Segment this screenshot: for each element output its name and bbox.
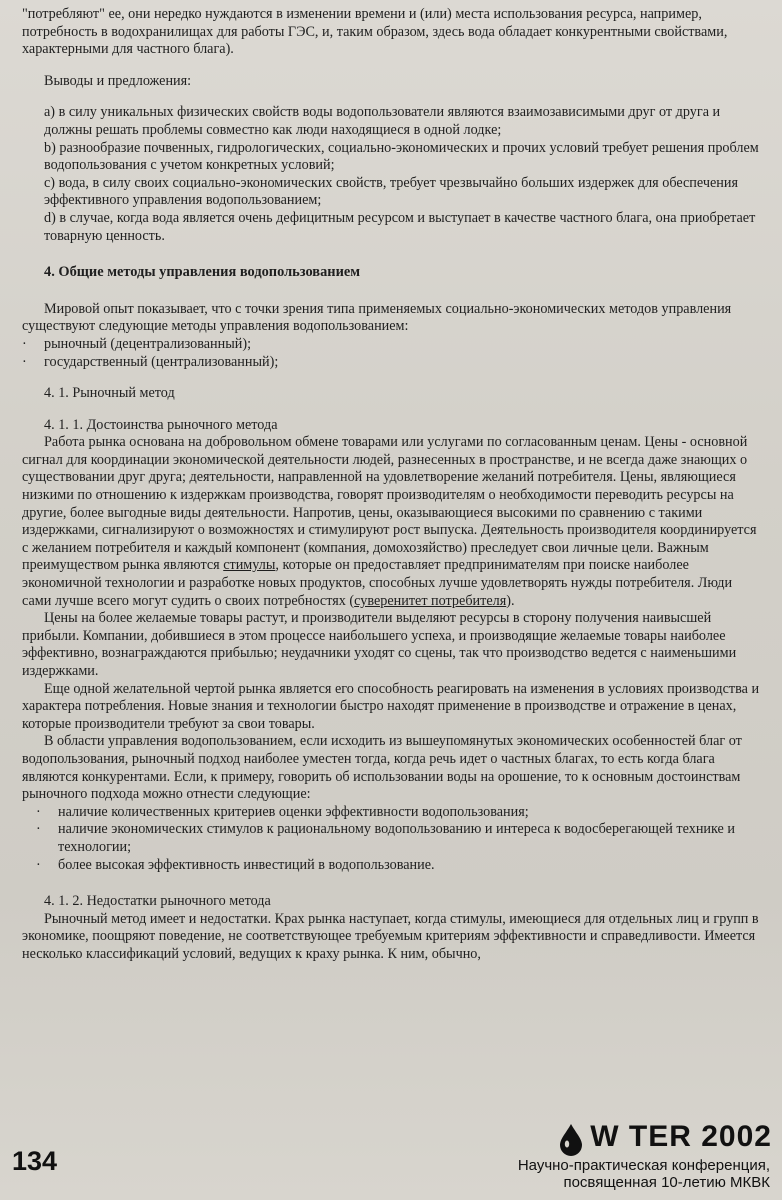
advantage-list-item: · более высокая эффективность инвестиций в водопользование. xyxy=(22,857,764,875)
subsection-heading: 4. 1. 2. Недостатки рыночного метода xyxy=(44,893,271,910)
water-logo xyxy=(482,1120,772,1156)
conclusion-item: c) вода, в силу своих социально-экономических свойств, требует чрезвычайно больших издержек для обеспечения эффективного управления водопользованием; xyxy=(44,174,738,209)
consumer-sovereignty-link: суверенитет потребителя xyxy=(354,592,507,609)
advantage-list-item: · наличие экономических стимулов к рациональному водопользованию и интереса к водосберегающей технике и технологии; xyxy=(22,821,764,856)
conference-line: Научно-практическая конференция, xyxy=(517,1157,770,1174)
market-paragraph: Цены на более желаемые товары растут, и производители выделяют ресурсы в сторону получения наивысшей прибыли. Компании, добившиеся в этом процессе наибольшего успеха, и производящие желаемые товары наиболее эффективно, вознаграждаются прибылью; неудачники уходят со сцены, так что производство ведется с наименьшими издержками. xyxy=(22,610,737,679)
conclusions-title: Выводы и предложения: xyxy=(44,72,192,89)
method-list-item: · рыночный (децентрализованный); xyxy=(22,336,764,354)
intro-paragraph: "потребляют" ее, они нередко нуждаются в изменении времени и (или) места использования ресурса, например, потребность в водохранилищах для работы ГЭС, и, таким образом, здесь вода обладает конкурентными свойствами, характерными для частного блага). xyxy=(22,6,728,58)
stimuli-link: стимулы xyxy=(223,557,276,574)
method-list-item: · государственный (централизованный); xyxy=(22,354,764,372)
conclusion-item: b) разнообразие почвенных, гидрологических, социально-экономических и прочих условий требует решения проблем водопользования с учетом конкретных условий; xyxy=(44,139,759,174)
market-paragraph: В области управления водопользованием, если исходить из вышеупомянутых экономических особенностей благ от водопользования, рыночный подход наиболее уместен тогда, когда речь идет о частных благах, то есть когда блага являются конкурентами. Если, к примеру, говорить об использовании воды на орошение, то к основным достоинствам рыночного подхода можно отнести следующие: xyxy=(22,733,742,803)
conference-caption xyxy=(470,1157,770,1191)
water-drop-icon xyxy=(482,1120,772,1156)
logo-text: W TER 2002 xyxy=(590,1120,772,1153)
world-experience-paragraph: Мировой опыт показывает, что с точки зрения типа применяемых социально-экономических методов управления существуют следующие методы управления водопользованием: xyxy=(22,300,732,335)
conference-line: посвященная 10-летию МКВК xyxy=(563,1174,770,1191)
conclusion-item: d) в случае, когда вода является очень дефицитным ресурсом и выступает в качестве частного блага, она приобретает товарную ценность. xyxy=(44,209,756,244)
market-paragraph: Рыночный метод имеет и недостатки. Крах рынка наступает, когда стимулы, имеющиеся для отдельных лиц и групп в экономике, поощряют поведение, не соответствующее требуемым критериям эффективности и справедливости. Имеется несколько классификаций условий, ведущих к краху рынка. К ним, обычно, xyxy=(22,910,759,962)
section-heading: 4. Общие методы управления водопользованием xyxy=(44,264,361,281)
page-number: 134 xyxy=(12,1146,58,1176)
conclusion-item: a) в силу уникальных физических свойств воды водопользователи являются взаимозависимыми друг от друга и должны решать проблемы совместно как люди находящиеся в одной лодке; xyxy=(44,104,721,138)
body-text xyxy=(22,6,764,964)
market-paragraph: Работа рынка основана на добровольном обмене товарами или услугами по согласованным ценам. Цены - основной сигнал для координации экономической деятельности людей, разнесенных в пространстве, и не всегда даже знающих о существовании друг друга; деятельности, направленной на удовлетворение желаний потребителя. Цены, являющиеся низкими по отношению к издержкам производства, говорят производителям о необходимости переводить ресурсы на другие, более выгодные виды деятельности. Напротив, цены, оказывающиеся высокими по сравнению с такими издержками, сигнализируют о возможностях и стимулируют рост выпуска. Деятельность производителя координируется с желанием потребителя и каждый компонент (компания, домохозяйство) преследует свои личные цели. Важным преимуществом рынка являются стимулы, которые он предоставляет предпринимателям при поиске наиболее экономичной технологии и разработке новых продуктов, способных лучше удовлетворять нужды потребителя. Люди сами лучше всего могут судить о своих потребностях (суверенитет потребителя). xyxy=(22,434,757,609)
subsection-heading: 4. 1. 1. Достоинства рыночного метода xyxy=(44,416,278,433)
market-paragraph: Еще одной желательной чертой рынка является его способность реагировать на изменения в условиях производства и характера потребления. Новые знания и технологии быстро находят применение в производстве и отражение в ценах, которые производители требуют за свои товары. xyxy=(22,680,760,732)
subsection-heading: 4. 1. Рыночный метод xyxy=(44,385,175,402)
advantage-list-item: · наличие количественных критериев оценки эффективности водопользования; xyxy=(22,804,764,822)
